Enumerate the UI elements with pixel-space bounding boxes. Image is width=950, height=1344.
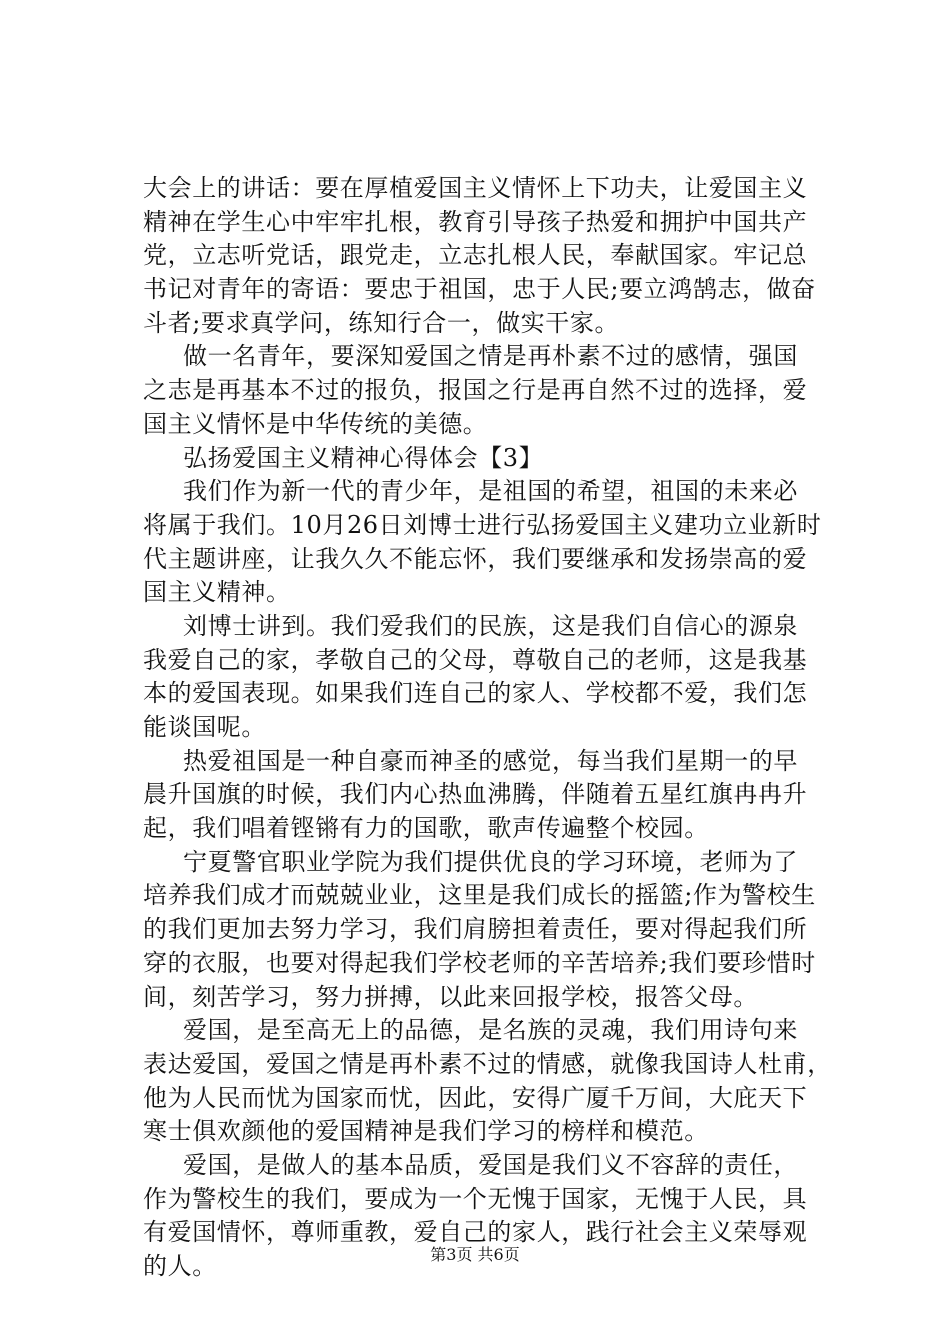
text-line: 作为警校生的我们，要成为一个无愧于国家，无愧于人民，具 xyxy=(143,1184,808,1213)
text-line: 我们作为新一代的青少年，是祖国的希望，祖国的未来必 xyxy=(183,477,798,506)
text-line: 将属于我们。10月26日刘博士进行弘扬爱国主义建功立业新时 xyxy=(143,510,822,539)
text-line: 起，我们唱着铿锵有力的国歌，歌声传遍整个校园。 xyxy=(143,814,709,843)
text-line: 代主题讲座，让我久久不能忘怀，我们要继承和发扬崇高的爱 xyxy=(143,544,808,573)
text-line: 的我们更加去努力学习，我们肩膀担着责任，要对得起我们所 xyxy=(143,915,808,944)
text-line: 我爱自己的家，孝敬自己的父母，尊敬自己的老师，这是我基 xyxy=(143,645,808,674)
text-line: 寒士俱欢颜他的爱国精神是我们学习的榜样和模范。 xyxy=(143,1117,709,1146)
text-line: 书记对青年的寄语：要忠于祖国，忠于人民;要立鸿鹄志，做奋 xyxy=(143,275,816,304)
text-line: 大会上的讲话：要在厚植爱国主义情怀上下功夫，让爱国主义 xyxy=(143,174,808,202)
text-line: 刘博士讲到。我们爱我们的民族，这是我们自信心的源泉 xyxy=(183,611,798,640)
text-line: 做一名青年，要深知爱国之情是再朴素不过的感情，强国 xyxy=(183,342,798,371)
text-line: 穿的衣服，也要对得起我们学校老师的辛苦培养;我们要珍惜时 xyxy=(143,948,816,977)
text-line: 精神在学生心中牢牢扎根，教育引导孩子热爱和拥护中国共产 xyxy=(143,207,808,236)
page-footer: 第3页 共6页 xyxy=(430,1245,520,1264)
text-line: 培养我们成才而兢兢业业，这里是我们成长的摇篮;作为警校生 xyxy=(143,881,816,910)
text-line: 热爱祖国是一种自豪而神圣的感觉，每当我们星期一的早 xyxy=(183,746,798,775)
text-line: 宁夏警官职业学院为我们提供优良的学习环境，老师为了 xyxy=(183,847,798,876)
text-line: 间，刻苦学习，努力拼搏，以此来回报学校，报答父母。 xyxy=(143,982,758,1011)
text-line: 的人。 xyxy=(143,1252,217,1280)
text-line: 能谈国呢。 xyxy=(143,713,266,741)
text-line: 晨升国旗的时候，我们内心热血沸腾，伴随着五星红旗冉冉升 xyxy=(143,780,808,809)
text-line: 之志是再基本不过的报负，报国之行是再自然不过的选择，爱 xyxy=(143,376,808,405)
text-line: 国主义精神。 xyxy=(143,578,291,607)
text-line: 他为人民而忧为国家而忧，因此，安得广厦千万间，大庇天下 xyxy=(143,1083,808,1112)
text-line: 弘扬爱国主义精神心得体会【3】 xyxy=(183,443,544,472)
text-line: 表达爱国，爱国之情是再朴素不过的情感，就像我国诗人杜甫， xyxy=(143,1049,832,1078)
text-line: 斗者;要求真学问，练知行合一，做实干家。 xyxy=(143,308,620,337)
text-line: 有爱国情怀，尊师重教，爱自己的家人，践行社会主义荣辱观 xyxy=(143,1218,808,1247)
text-line: 爱国，是至高无上的品德，是名族的灵魂，我们用诗句来 xyxy=(183,1016,798,1045)
text-line: 国主义情怀是中华传统的美德。 xyxy=(143,409,488,438)
text-line: 爱国，是做人的基本品质，爱国是我们义不容辞的责任， xyxy=(183,1150,798,1179)
body-text xyxy=(143,172,833,1284)
text-line: 本的爱国表现。如果我们连自己的家人、学校都不爱，我们怎 xyxy=(143,679,808,708)
text-line: 党，立志听党话，跟党走，立志扎根人民，奉献国家。牢记总 xyxy=(143,241,808,270)
